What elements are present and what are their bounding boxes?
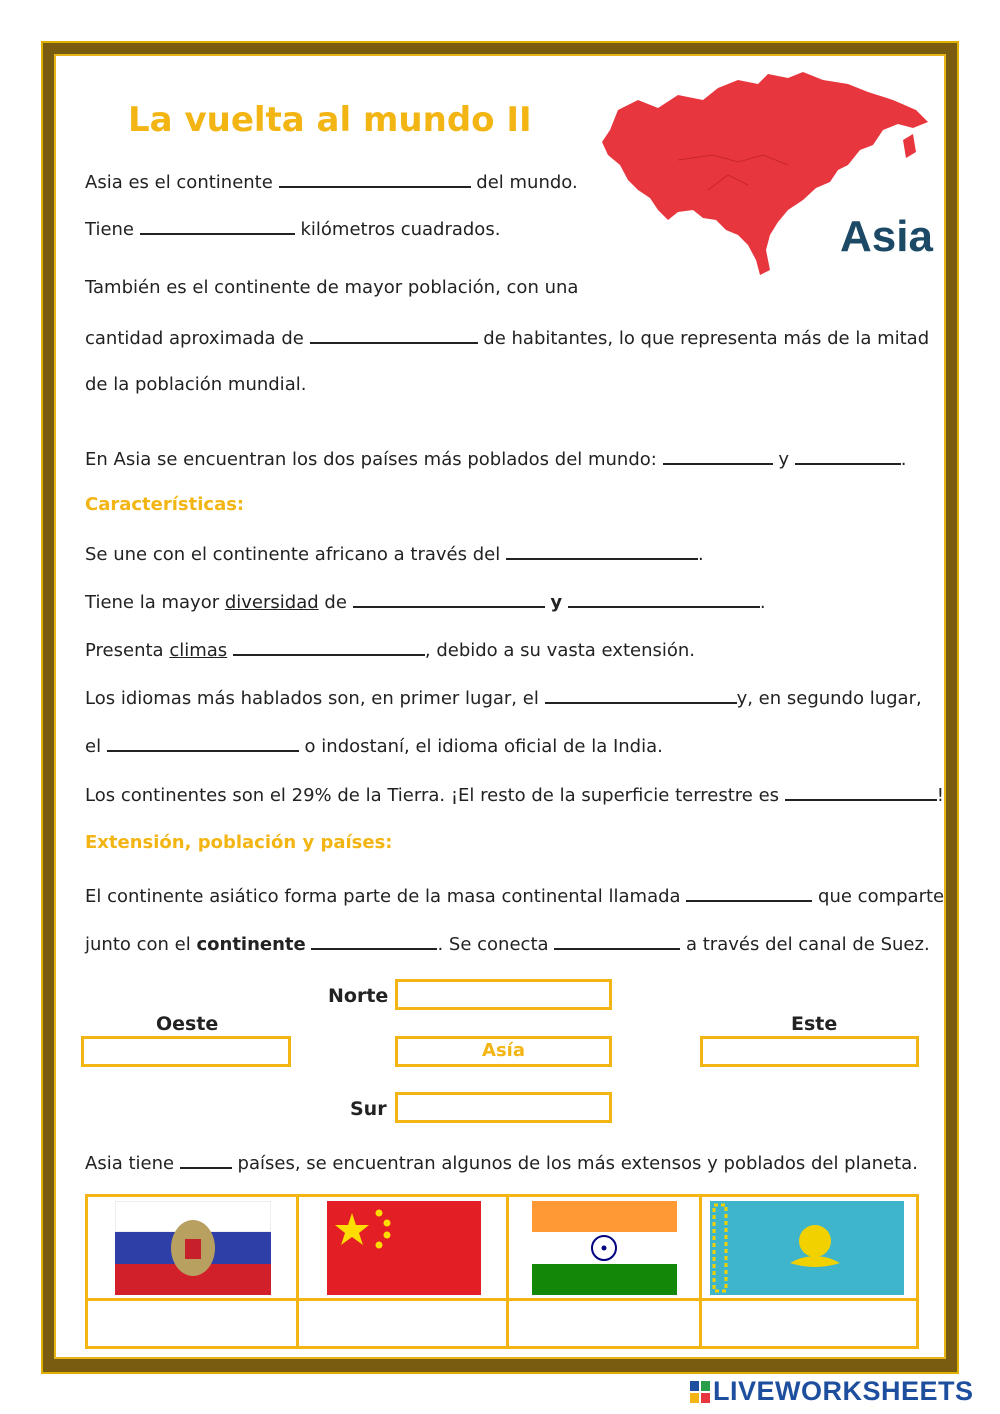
flags-table bbox=[85, 1194, 919, 1349]
map-label: Asia bbox=[840, 212, 933, 261]
flag-cell bbox=[298, 1196, 508, 1300]
line-1: Asia es el continente del mundo. bbox=[85, 172, 578, 193]
line-2: Tiene kilómetros cuadrados. bbox=[85, 219, 501, 240]
blank-6[interactable] bbox=[506, 542, 698, 560]
input-sur[interactable] bbox=[395, 1092, 612, 1123]
line-9: Presenta climas , debido a su vasta extensión. bbox=[85, 640, 696, 661]
blank-15[interactable] bbox=[554, 932, 680, 950]
line-6: En Asia se encuentran los dos países más poblados del mundo: y . bbox=[85, 449, 907, 470]
blank-12[interactable] bbox=[785, 783, 937, 801]
line-13: El continente asiático forma parte de la masa continental llamada que comparte bbox=[85, 886, 945, 907]
russia-flag-icon bbox=[115, 1201, 271, 1295]
line-8: Tiene la mayor diversidad de y . bbox=[85, 592, 766, 613]
line-10: Los idiomas más hablados son, en primer lugar, el y, en segundo lugar, bbox=[85, 688, 922, 709]
heading-caracteristicas: Características: bbox=[85, 494, 245, 515]
blank-4[interactable] bbox=[663, 447, 773, 465]
answer-cell[interactable] bbox=[298, 1300, 508, 1348]
input-este[interactable] bbox=[700, 1036, 919, 1067]
blank-2[interactable] bbox=[140, 217, 295, 235]
flag-cell bbox=[87, 1196, 298, 1300]
flag-cell bbox=[508, 1196, 701, 1300]
heading-extension: Extensión, población y países: bbox=[85, 832, 393, 853]
answer-cell[interactable] bbox=[87, 1300, 298, 1348]
answer-cell[interactable] bbox=[700, 1300, 917, 1348]
input-norte[interactable] bbox=[395, 979, 612, 1010]
blank-1[interactable] bbox=[279, 170, 471, 188]
label-este: Este bbox=[791, 1013, 838, 1035]
line-7: Se une con el continente africano a través del . bbox=[85, 544, 704, 565]
china-flag-icon bbox=[327, 1201, 481, 1295]
label-sur: Sur bbox=[350, 1098, 387, 1120]
blank-10[interactable] bbox=[545, 686, 737, 704]
answer-cell[interactable] bbox=[508, 1300, 701, 1348]
line-5: de la población mundial. bbox=[85, 374, 307, 395]
blank-9[interactable] bbox=[233, 638, 425, 656]
india-flag-icon bbox=[532, 1201, 677, 1295]
blank-5[interactable] bbox=[795, 447, 901, 465]
line-4: cantidad aproximada de de habitantes, lo que representa más de la mitad bbox=[85, 328, 930, 349]
page-title: La vuelta al mundo II bbox=[128, 100, 532, 140]
line-11: el o indostaní, el idioma oficial de la India. bbox=[85, 736, 663, 757]
blank-16[interactable] bbox=[180, 1151, 232, 1169]
label-norte: Norte bbox=[328, 985, 389, 1007]
blank-11[interactable] bbox=[107, 734, 299, 752]
blank-3[interactable] bbox=[310, 326, 478, 344]
liveworksheets-logo[interactable]: LIVEWORKSHEETS bbox=[690, 1376, 974, 1407]
line-15: Asia tiene países, se encuentran algunos de los más extensos y poblados del planeta. bbox=[85, 1153, 918, 1174]
line-12: Los continentes son el 29% de la Tierra. ¡El resto de la superficie terrestre es ! bbox=[85, 785, 945, 806]
label-oeste: Oeste bbox=[156, 1013, 219, 1035]
blank-8[interactable] bbox=[568, 590, 760, 608]
line-3: También es el continente de mayor población, con una bbox=[85, 277, 579, 298]
liveworksheets-icon bbox=[690, 1381, 710, 1403]
blank-14[interactable] bbox=[311, 932, 437, 950]
kazakhstan-flag-icon bbox=[710, 1201, 904, 1295]
blank-13[interactable] bbox=[686, 884, 812, 902]
input-oeste[interactable] bbox=[81, 1036, 291, 1067]
line-14: junto con el continente . Se conecta a través del canal de Suez. bbox=[85, 934, 930, 955]
center-asia-box: Asía bbox=[395, 1036, 612, 1067]
blank-7[interactable] bbox=[353, 590, 545, 608]
flag-cell bbox=[700, 1196, 917, 1300]
